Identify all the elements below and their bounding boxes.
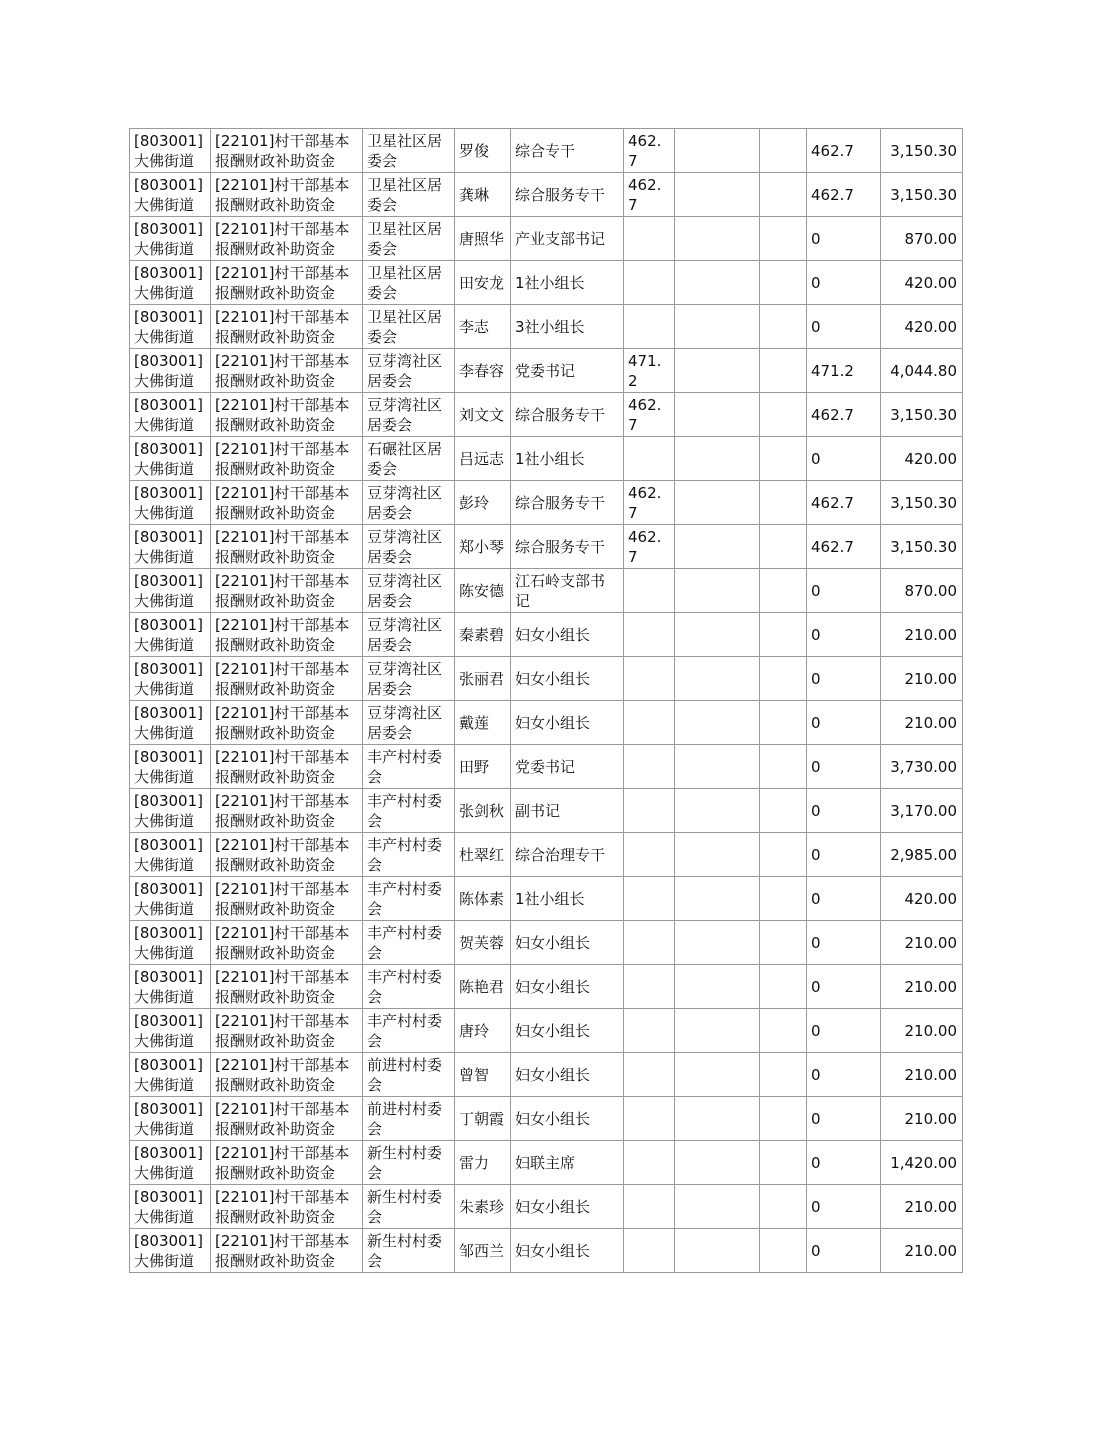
table-row <box>130 349 963 393</box>
cell-amount-d: 0 <box>807 745 881 789</box>
table-row <box>130 965 963 1009</box>
cell-name: 陈安德 <box>455 569 511 613</box>
cell-district: [803001]大佛街道 <box>130 833 211 877</box>
cell-committee: 前进村村委会 <box>363 1097 455 1141</box>
cell-committee: 豆芽湾社区居委会 <box>363 349 455 393</box>
cell-fund: [22101]村干部基本报酬财政补助资金 <box>211 261 363 305</box>
table-row <box>130 1141 963 1185</box>
cell-name: 戴莲 <box>455 701 511 745</box>
cell-name: 李春容 <box>455 349 511 393</box>
cell-total: 210.00 <box>881 921 963 965</box>
cell-name: 陈体素 <box>455 877 511 921</box>
cell-total: 1,420.00 <box>881 1141 963 1185</box>
cell-fund: [22101]村干部基本报酬财政补助资金 <box>211 525 363 569</box>
cell-fund: [22101]村干部基本报酬财政补助资金 <box>211 833 363 877</box>
cell-committee: 豆芽湾社区居委会 <box>363 481 455 525</box>
cell-amount-b <box>675 1053 760 1097</box>
cell-amount-a: 462.7 <box>624 481 675 525</box>
cell-position: 妇女小组长 <box>511 965 624 1009</box>
table-body <box>130 129 963 1273</box>
cell-fund: [22101]村干部基本报酬财政补助资金 <box>211 217 363 261</box>
cell-amount-d: 0 <box>807 965 881 1009</box>
cell-committee: 前进村村委会 <box>363 1053 455 1097</box>
cell-position: 妇联主席 <box>511 1141 624 1185</box>
cell-total: 2,985.00 <box>881 833 963 877</box>
cell-amount-b <box>675 129 760 173</box>
cell-amount-d: 0 <box>807 701 881 745</box>
cell-amount-b <box>675 877 760 921</box>
table-row <box>130 481 963 525</box>
cell-committee: 卫星社区居委会 <box>363 173 455 217</box>
table-row <box>130 789 963 833</box>
cell-amount-c <box>760 305 807 349</box>
cell-amount-a <box>624 261 675 305</box>
cell-name: 曾智 <box>455 1053 511 1097</box>
cell-fund: [22101]村干部基本报酬财政补助资金 <box>211 569 363 613</box>
cell-district: [803001]大佛街道 <box>130 393 211 437</box>
cell-position: 妇女小组长 <box>511 1097 624 1141</box>
cell-amount-c <box>760 1141 807 1185</box>
cell-total: 3,170.00 <box>881 789 963 833</box>
cell-total: 210.00 <box>881 657 963 701</box>
cell-committee: 豆芽湾社区居委会 <box>363 525 455 569</box>
cell-total: 210.00 <box>881 1185 963 1229</box>
cell-fund: [22101]村干部基本报酬财政补助资金 <box>211 1185 363 1229</box>
cell-amount-c <box>760 173 807 217</box>
cell-position: 妇女小组长 <box>511 1053 624 1097</box>
cell-amount-a <box>624 701 675 745</box>
cell-name: 李志 <box>455 305 511 349</box>
table-row <box>130 657 963 701</box>
cell-position: 妇女小组长 <box>511 1229 624 1273</box>
cell-committee: 豆芽湾社区居委会 <box>363 569 455 613</box>
cell-amount-d: 462.7 <box>807 525 881 569</box>
cell-amount-c <box>760 657 807 701</box>
cell-total: 210.00 <box>881 701 963 745</box>
cell-committee: 丰产村村委会 <box>363 745 455 789</box>
cell-amount-a <box>624 921 675 965</box>
cell-amount-b <box>675 217 760 261</box>
cell-name: 丁朝霞 <box>455 1097 511 1141</box>
cell-amount-c <box>760 261 807 305</box>
cell-name: 田野 <box>455 745 511 789</box>
cell-total: 420.00 <box>881 437 963 481</box>
cell-amount-a <box>624 965 675 1009</box>
cell-amount-b <box>675 1229 760 1273</box>
cell-name: 罗俊 <box>455 129 511 173</box>
cell-amount-c <box>760 833 807 877</box>
cell-amount-d: 471.2 <box>807 349 881 393</box>
cell-total: 3,150.30 <box>881 173 963 217</box>
cell-fund: [22101]村干部基本报酬财政补助资金 <box>211 789 363 833</box>
cell-committee: 丰产村村委会 <box>363 1009 455 1053</box>
cell-committee: 丰产村村委会 <box>363 833 455 877</box>
cell-name: 唐照华 <box>455 217 511 261</box>
cell-name: 郑小琴 <box>455 525 511 569</box>
cell-position: 妇女小组长 <box>511 613 624 657</box>
cell-amount-d: 0 <box>807 217 881 261</box>
table-row <box>130 129 963 173</box>
cell-total: 210.00 <box>881 1053 963 1097</box>
cell-amount-d: 462.7 <box>807 129 881 173</box>
cell-amount-c <box>760 921 807 965</box>
cell-district: [803001]大佛街道 <box>130 921 211 965</box>
cell-district: [803001]大佛街道 <box>130 1229 211 1273</box>
cell-district: [803001]大佛街道 <box>130 1185 211 1229</box>
cell-district: [803001]大佛街道 <box>130 437 211 481</box>
payroll-table <box>129 128 963 1273</box>
cell-amount-a <box>624 305 675 349</box>
cell-amount-b <box>675 921 760 965</box>
cell-total: 420.00 <box>881 305 963 349</box>
cell-fund: [22101]村干部基本报酬财政补助资金 <box>211 1141 363 1185</box>
table-row <box>130 173 963 217</box>
cell-name: 杜翠红 <box>455 833 511 877</box>
cell-position: 妇女小组长 <box>511 657 624 701</box>
cell-amount-c <box>760 1229 807 1273</box>
cell-position: 综合服务专干 <box>511 481 624 525</box>
cell-amount-c <box>760 217 807 261</box>
cell-amount-c <box>760 745 807 789</box>
cell-amount-d: 0 <box>807 877 881 921</box>
cell-committee: 丰产村村委会 <box>363 877 455 921</box>
cell-total: 4,044.80 <box>881 349 963 393</box>
cell-committee: 丰产村村委会 <box>363 965 455 1009</box>
cell-amount-c <box>760 1097 807 1141</box>
cell-amount-a <box>624 789 675 833</box>
cell-amount-a <box>624 569 675 613</box>
cell-total: 3,150.30 <box>881 393 963 437</box>
cell-total: 870.00 <box>881 217 963 261</box>
cell-position: 综合专干 <box>511 129 624 173</box>
cell-fund: [22101]村干部基本报酬财政补助资金 <box>211 965 363 1009</box>
cell-position: 党委书记 <box>511 349 624 393</box>
cell-committee: 新生村村委会 <box>363 1141 455 1185</box>
cell-amount-b <box>675 173 760 217</box>
cell-amount-b <box>675 437 760 481</box>
cell-committee: 丰产村村委会 <box>363 789 455 833</box>
cell-total: 210.00 <box>881 1009 963 1053</box>
cell-amount-c <box>760 789 807 833</box>
cell-district: [803001]大佛街道 <box>130 613 211 657</box>
cell-name: 吕远志 <box>455 437 511 481</box>
cell-amount-c <box>760 349 807 393</box>
cell-amount-d: 462.7 <box>807 481 881 525</box>
cell-amount-a: 462.7 <box>624 525 675 569</box>
table-row <box>130 1053 963 1097</box>
cell-amount-b <box>675 393 760 437</box>
cell-fund: [22101]村干部基本报酬财政补助资金 <box>211 1009 363 1053</box>
cell-position: 产业支部书记 <box>511 217 624 261</box>
table-row <box>130 701 963 745</box>
cell-district: [803001]大佛街道 <box>130 1009 211 1053</box>
table-row <box>130 305 963 349</box>
cell-district: [803001]大佛街道 <box>130 1141 211 1185</box>
cell-fund: [22101]村干部基本报酬财政补助资金 <box>211 921 363 965</box>
cell-amount-d: 0 <box>807 1053 881 1097</box>
cell-amount-d: 0 <box>807 613 881 657</box>
cell-amount-a: 462.7 <box>624 173 675 217</box>
cell-amount-a <box>624 1009 675 1053</box>
table-row <box>130 877 963 921</box>
table-row <box>130 613 963 657</box>
cell-amount-d: 462.7 <box>807 173 881 217</box>
table-row <box>130 745 963 789</box>
cell-amount-d: 0 <box>807 1009 881 1053</box>
cell-total: 3,150.30 <box>881 129 963 173</box>
cell-amount-d: 0 <box>807 261 881 305</box>
cell-amount-d: 0 <box>807 921 881 965</box>
cell-amount-b <box>675 1185 760 1229</box>
cell-fund: [22101]村干部基本报酬财政补助资金 <box>211 613 363 657</box>
cell-amount-d: 462.7 <box>807 393 881 437</box>
cell-amount-b <box>675 525 760 569</box>
cell-district: [803001]大佛街道 <box>130 789 211 833</box>
cell-total: 870.00 <box>881 569 963 613</box>
cell-total: 420.00 <box>881 877 963 921</box>
cell-amount-a <box>624 657 675 701</box>
cell-district: [803001]大佛街道 <box>130 525 211 569</box>
cell-name: 邹西兰 <box>455 1229 511 1273</box>
cell-amount-c <box>760 1185 807 1229</box>
cell-name: 朱素珍 <box>455 1185 511 1229</box>
cell-district: [803001]大佛街道 <box>130 129 211 173</box>
cell-position: 党委书记 <box>511 745 624 789</box>
cell-fund: [22101]村干部基本报酬财政补助资金 <box>211 129 363 173</box>
cell-district: [803001]大佛街道 <box>130 745 211 789</box>
cell-amount-b <box>675 613 760 657</box>
cell-district: [803001]大佛街道 <box>130 701 211 745</box>
cell-amount-a: 471.2 <box>624 349 675 393</box>
cell-fund: [22101]村干部基本报酬财政补助资金 <box>211 657 363 701</box>
table-row <box>130 1185 963 1229</box>
cell-amount-b <box>675 833 760 877</box>
cell-amount-b <box>675 657 760 701</box>
cell-amount-b <box>675 569 760 613</box>
table-row <box>130 261 963 305</box>
cell-position: 1社小组长 <box>511 877 624 921</box>
cell-amount-b <box>675 349 760 393</box>
table-row <box>130 525 963 569</box>
cell-amount-c <box>760 437 807 481</box>
cell-fund: [22101]村干部基本报酬财政补助资金 <box>211 437 363 481</box>
cell-name: 秦素碧 <box>455 613 511 657</box>
cell-position: 综合治理专干 <box>511 833 624 877</box>
cell-amount-d: 0 <box>807 1097 881 1141</box>
cell-amount-a: 462.7 <box>624 129 675 173</box>
cell-fund: [22101]村干部基本报酬财政补助资金 <box>211 481 363 525</box>
cell-amount-c <box>760 1009 807 1053</box>
cell-amount-c <box>760 569 807 613</box>
table-row <box>130 921 963 965</box>
cell-amount-a <box>624 833 675 877</box>
cell-total: 3,730.00 <box>881 745 963 789</box>
cell-fund: [22101]村干部基本报酬财政补助资金 <box>211 349 363 393</box>
cell-name: 雷力 <box>455 1141 511 1185</box>
cell-amount-a <box>624 1185 675 1229</box>
cell-amount-d: 0 <box>807 1141 881 1185</box>
cell-fund: [22101]村干部基本报酬财政补助资金 <box>211 305 363 349</box>
cell-total: 210.00 <box>881 1229 963 1273</box>
cell-fund: [22101]村干部基本报酬财政补助资金 <box>211 173 363 217</box>
cell-amount-d: 0 <box>807 657 881 701</box>
cell-amount-b <box>675 305 760 349</box>
table-row <box>130 437 963 481</box>
cell-committee: 卫星社区居委会 <box>363 261 455 305</box>
cell-amount-c <box>760 613 807 657</box>
cell-total: 420.00 <box>881 261 963 305</box>
cell-district: [803001]大佛街道 <box>130 349 211 393</box>
cell-fund: [22101]村干部基本报酬财政补助资金 <box>211 1053 363 1097</box>
cell-committee: 豆芽湾社区居委会 <box>363 613 455 657</box>
cell-position: 综合服务专干 <box>511 525 624 569</box>
cell-amount-d: 0 <box>807 569 881 613</box>
cell-position: 妇女小组长 <box>511 1185 624 1229</box>
cell-amount-b <box>675 261 760 305</box>
cell-fund: [22101]村干部基本报酬财政补助资金 <box>211 701 363 745</box>
cell-fund: [22101]村干部基本报酬财政补助资金 <box>211 745 363 789</box>
table-row <box>130 1009 963 1053</box>
cell-position: 妇女小组长 <box>511 921 624 965</box>
cell-committee: 新生村村委会 <box>363 1185 455 1229</box>
cell-position: 1社小组长 <box>511 261 624 305</box>
cell-amount-a <box>624 1229 675 1273</box>
cell-amount-c <box>760 1053 807 1097</box>
cell-fund: [22101]村干部基本报酬财政补助资金 <box>211 1229 363 1273</box>
cell-amount-b <box>675 701 760 745</box>
cell-amount-c <box>760 481 807 525</box>
cell-committee: 卫星社区居委会 <box>363 217 455 261</box>
table-row <box>130 569 963 613</box>
cell-position: 综合服务专干 <box>511 173 624 217</box>
cell-district: [803001]大佛街道 <box>130 1053 211 1097</box>
cell-district: [803001]大佛街道 <box>130 261 211 305</box>
cell-amount-c <box>760 129 807 173</box>
cell-district: [803001]大佛街道 <box>130 481 211 525</box>
cell-amount-b <box>675 1141 760 1185</box>
cell-name: 刘文文 <box>455 393 511 437</box>
cell-amount-b <box>675 965 760 1009</box>
cell-amount-a: 462.7 <box>624 393 675 437</box>
cell-committee: 新生村村委会 <box>363 1229 455 1273</box>
cell-position: 妇女小组长 <box>511 701 624 745</box>
cell-name: 张剑秋 <box>455 789 511 833</box>
cell-amount-a <box>624 1141 675 1185</box>
cell-name: 贺芙蓉 <box>455 921 511 965</box>
cell-name: 彭玲 <box>455 481 511 525</box>
cell-name: 陈艳君 <box>455 965 511 1009</box>
cell-amount-b <box>675 745 760 789</box>
cell-amount-a <box>624 217 675 261</box>
cell-fund: [22101]村干部基本报酬财政补助资金 <box>211 393 363 437</box>
cell-amount-c <box>760 525 807 569</box>
cell-amount-a <box>624 437 675 481</box>
cell-total: 210.00 <box>881 1097 963 1141</box>
cell-district: [803001]大佛街道 <box>130 877 211 921</box>
cell-committee: 豆芽湾社区居委会 <box>363 393 455 437</box>
cell-amount-b <box>675 1009 760 1053</box>
cell-district: [803001]大佛街道 <box>130 657 211 701</box>
cell-total: 3,150.30 <box>881 525 963 569</box>
cell-district: [803001]大佛街道 <box>130 569 211 613</box>
cell-committee: 石碾社区居委会 <box>363 437 455 481</box>
cell-amount-a <box>624 1053 675 1097</box>
cell-total: 210.00 <box>881 613 963 657</box>
cell-amount-a <box>624 877 675 921</box>
cell-amount-c <box>760 877 807 921</box>
cell-committee: 豆芽湾社区居委会 <box>363 701 455 745</box>
cell-amount-b <box>675 789 760 833</box>
table-row <box>130 1229 963 1273</box>
cell-amount-d: 0 <box>807 789 881 833</box>
cell-committee: 丰产村村委会 <box>363 921 455 965</box>
cell-district: [803001]大佛街道 <box>130 1097 211 1141</box>
cell-amount-d: 0 <box>807 305 881 349</box>
cell-committee: 卫星社区居委会 <box>363 129 455 173</box>
cell-position: 妇女小组长 <box>511 1009 624 1053</box>
table-row <box>130 393 963 437</box>
cell-amount-c <box>760 965 807 1009</box>
cell-amount-d: 0 <box>807 1185 881 1229</box>
cell-amount-d: 0 <box>807 1229 881 1273</box>
cell-amount-d: 0 <box>807 437 881 481</box>
cell-fund: [22101]村干部基本报酬财政补助资金 <box>211 877 363 921</box>
cell-name: 龚琳 <box>455 173 511 217</box>
cell-fund: [22101]村干部基本报酬财政补助资金 <box>211 1097 363 1141</box>
cell-district: [803001]大佛街道 <box>130 217 211 261</box>
cell-position: 1社小组长 <box>511 437 624 481</box>
table-row <box>130 217 963 261</box>
cell-district: [803001]大佛街道 <box>130 305 211 349</box>
table-row <box>130 833 963 877</box>
cell-district: [803001]大佛街道 <box>130 173 211 217</box>
cell-district: [803001]大佛街道 <box>130 965 211 1009</box>
cell-amount-d: 0 <box>807 833 881 877</box>
cell-committee: 豆芽湾社区居委会 <box>363 657 455 701</box>
cell-amount-a <box>624 613 675 657</box>
cell-name: 唐玲 <box>455 1009 511 1053</box>
cell-name: 张丽君 <box>455 657 511 701</box>
cell-name: 田安龙 <box>455 261 511 305</box>
cell-position: 副书记 <box>511 789 624 833</box>
cell-position: 3社小组长 <box>511 305 624 349</box>
cell-position: 江石岭支部书记 <box>511 569 624 613</box>
cell-amount-b <box>675 1097 760 1141</box>
cell-amount-c <box>760 701 807 745</box>
cell-committee: 卫星社区居委会 <box>363 305 455 349</box>
cell-total: 3,150.30 <box>881 481 963 525</box>
cell-amount-a <box>624 745 675 789</box>
cell-total: 210.00 <box>881 965 963 1009</box>
table-row <box>130 1097 963 1141</box>
cell-position: 综合服务专干 <box>511 393 624 437</box>
cell-amount-b <box>675 481 760 525</box>
cell-amount-a <box>624 1097 675 1141</box>
cell-amount-c <box>760 393 807 437</box>
